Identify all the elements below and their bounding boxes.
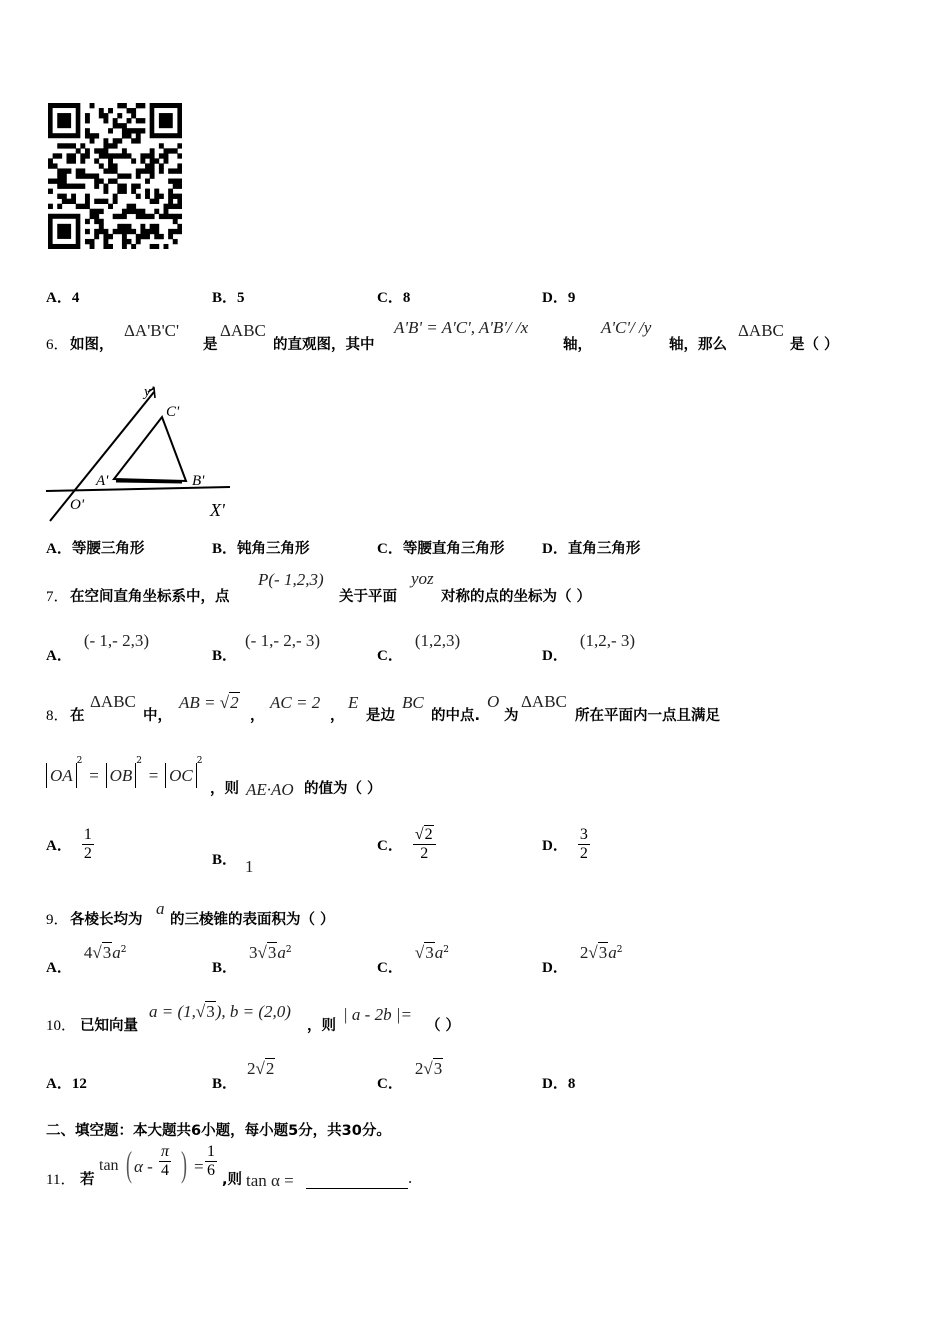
q9-math-1: a bbox=[156, 899, 165, 918]
q11-eq: = bbox=[194, 1157, 204, 1176]
triangle-abc bbox=[114, 417, 186, 481]
q6-text-6: 是（ ） bbox=[790, 337, 839, 353]
option-text: 5 bbox=[237, 290, 245, 306]
exponent: 2 bbox=[285, 945, 292, 955]
option-letter: A． bbox=[46, 838, 72, 854]
q10-text-1: 已知向量 bbox=[80, 1018, 138, 1034]
q8-math-7: ΔABC bbox=[521, 692, 567, 711]
option-letter: D． bbox=[542, 1076, 568, 1092]
option-letter: A． bbox=[46, 648, 72, 664]
option-letter: D． bbox=[542, 648, 568, 664]
radicand: 2 bbox=[424, 826, 433, 843]
q8-text-6: 的中点. bbox=[431, 708, 481, 724]
vec-ob: OB bbox=[106, 763, 137, 788]
q10-option-a[interactable] bbox=[46, 1072, 87, 1093]
q9-text-2: 的三棱锥的表面积为（ ） bbox=[170, 912, 335, 928]
q7-text-3: 对称的点的坐标为（ ） bbox=[441, 589, 592, 605]
q9-text-1: 各棱长均为 bbox=[70, 912, 143, 928]
q7-math-2: yoz bbox=[411, 569, 434, 588]
math-text: ), b = (2,0) bbox=[215, 1002, 291, 1021]
q10-number: 10． bbox=[46, 1018, 77, 1034]
numerator: π bbox=[161, 1143, 170, 1160]
q9-option-a[interactable]: A．$4√3a^2$ bbox=[46, 943, 127, 976]
q7-text-1: 在空间直角坐标系中，点 bbox=[70, 589, 230, 605]
q11-pi-over-4 bbox=[159, 1143, 171, 1180]
q8-math-9: AE·AO bbox=[246, 780, 294, 799]
option-letter: C． bbox=[377, 648, 403, 664]
label-b: B' bbox=[192, 473, 205, 489]
q6-math-3: A'B' = A'C', A'B'/ /x bbox=[394, 318, 529, 337]
exponent: 2 bbox=[616, 945, 623, 955]
option-text: 8 bbox=[402, 290, 411, 306]
option-text: 9 bbox=[567, 290, 576, 306]
numerator: 1 bbox=[83, 826, 92, 843]
q11-tan: tan bbox=[99, 1157, 119, 1174]
option-letter: B． bbox=[212, 648, 238, 664]
q6-option-d[interactable] bbox=[542, 537, 640, 558]
option-letter: C． bbox=[377, 960, 403, 976]
q6-text-3: 的直观图，其中 bbox=[273, 337, 375, 353]
option-text: 钝角三角形 bbox=[237, 541, 310, 557]
q9-option-b[interactable]: B．$3√3a^2$ bbox=[212, 943, 292, 976]
q8-text-8: 所在平面内一点且满足 bbox=[575, 708, 720, 724]
q11-text-1: 若 bbox=[80, 1172, 95, 1188]
coef: 2 bbox=[579, 943, 589, 962]
option-letter: B． bbox=[212, 852, 238, 868]
q8-option-d[interactable] bbox=[542, 826, 590, 863]
q6-math-1: ΔA'B'C' bbox=[124, 321, 180, 340]
q9-option-c[interactable]: C．$√3a^2$ bbox=[377, 943, 449, 976]
radicand: 3 bbox=[433, 1059, 443, 1078]
q10-option-b[interactable]: B．2√2 bbox=[212, 1059, 275, 1092]
q8-text-1: 在 bbox=[70, 708, 85, 724]
variable: a bbox=[112, 943, 121, 962]
q8-text-3: ， bbox=[250, 708, 265, 724]
option-letter: C． bbox=[377, 541, 403, 557]
paren-left: ( bbox=[126, 1144, 132, 1184]
radicand: 3 bbox=[267, 943, 277, 962]
coef: 4 bbox=[83, 943, 93, 962]
option-letter: A． bbox=[46, 960, 72, 976]
option-letter: D． bbox=[542, 541, 568, 557]
option-text: 直角三角形 bbox=[567, 541, 641, 557]
q8-text-4: ， bbox=[330, 708, 345, 724]
math-text: a = (1, bbox=[149, 1002, 196, 1021]
option-letter: C． bbox=[377, 1076, 403, 1092]
option-math: (- 1,- 2,3) bbox=[83, 631, 149, 650]
numerator: 3 bbox=[579, 826, 588, 843]
q8-option-b[interactable] bbox=[212, 848, 254, 876]
q5-option-a[interactable] bbox=[46, 286, 79, 307]
q8-math-4: E bbox=[348, 693, 359, 712]
q11-number: 11． bbox=[46, 1172, 76, 1188]
exponent: 2 bbox=[196, 756, 203, 766]
vec-oa: OA bbox=[46, 763, 77, 788]
q8-number: 8． bbox=[46, 708, 69, 724]
radicand: 3 bbox=[102, 943, 112, 962]
variable: a bbox=[277, 943, 286, 962]
q6-number: 6． bbox=[46, 337, 69, 353]
option-math: (- 1,- 2,- 3) bbox=[245, 631, 321, 650]
radicand: 2 bbox=[265, 1059, 275, 1078]
option-letter: B． bbox=[212, 290, 238, 306]
option-letter: C． bbox=[377, 838, 403, 854]
q11-period: . bbox=[408, 1168, 413, 1187]
q8-option-a[interactable] bbox=[46, 826, 94, 863]
q7-option-a[interactable] bbox=[46, 630, 149, 664]
q9-option-d[interactable]: D．$2√3a^2$ bbox=[542, 943, 623, 976]
radicand: 3 bbox=[206, 1002, 215, 1021]
q6-text-1: 如图， bbox=[70, 337, 114, 353]
q5-option-b[interactable] bbox=[212, 286, 245, 307]
q6-option-a[interactable] bbox=[46, 537, 144, 558]
exponent: 2 bbox=[443, 945, 449, 955]
q8-math-5: BC bbox=[402, 693, 424, 712]
option-text: 8 bbox=[567, 1076, 576, 1092]
label-c: C' bbox=[166, 404, 180, 420]
q11-alpha-minus: α - bbox=[134, 1157, 153, 1176]
q6-text-4: 轴， bbox=[563, 337, 592, 353]
q10-option-d[interactable] bbox=[542, 1072, 575, 1093]
q10-text-3: （ ） bbox=[426, 1018, 461, 1034]
q8-text-5: 是边 bbox=[366, 708, 395, 724]
q8-option-c[interactable] bbox=[377, 826, 436, 863]
math-text: AB = bbox=[179, 693, 216, 712]
option-letter: B． bbox=[212, 960, 238, 976]
label-a: A' bbox=[96, 473, 109, 489]
option-text: 等腰三角形 bbox=[71, 541, 145, 557]
q8-math-2: AB = √2 bbox=[179, 693, 239, 712]
option-letter: A． bbox=[46, 1076, 72, 1092]
option-text: 等腰直角三角形 bbox=[402, 541, 505, 557]
numerator: 1 bbox=[207, 1143, 215, 1160]
q8-math-6: O bbox=[487, 692, 500, 711]
fraction bbox=[578, 826, 590, 863]
q10-option-c[interactable]: C．2√3 bbox=[377, 1059, 443, 1092]
exponent: 2 bbox=[136, 756, 142, 766]
option-letter: D． bbox=[542, 960, 568, 976]
radicand: 3 bbox=[425, 943, 434, 962]
option-letter: D． bbox=[542, 290, 568, 306]
q10-math-2: | a - 2b |= bbox=[343, 1005, 412, 1024]
q8-text-7: 为 bbox=[504, 708, 519, 724]
numerator: √2 bbox=[413, 826, 436, 845]
q11-math-2: tan α = bbox=[246, 1171, 294, 1190]
option-text: 1 bbox=[245, 857, 254, 876]
fraction bbox=[82, 826, 94, 863]
coef: 2 bbox=[247, 1059, 256, 1078]
q8-condition: $OA^2 = OB^2 = OC^2$ bbox=[46, 766, 202, 786]
q7-option-c[interactable] bbox=[377, 630, 461, 664]
q6-math-5: ΔABC bbox=[738, 321, 784, 340]
radicand: 2 bbox=[230, 693, 239, 712]
q6-option-b[interactable] bbox=[212, 537, 310, 558]
option-text: 4 bbox=[71, 290, 80, 306]
q11-text-2: ,则 bbox=[222, 1172, 243, 1188]
denominator: 2 bbox=[420, 845, 429, 862]
exponent: 2 bbox=[120, 945, 127, 955]
q7-text-2: 关于平面 bbox=[339, 589, 397, 605]
q7-option-b[interactable] bbox=[212, 630, 321, 664]
q8-math-3: AC = 2 bbox=[270, 693, 321, 712]
option-letter: C． bbox=[377, 290, 403, 306]
q10-math-1: a = (1,√3), b = (2,0) bbox=[149, 1002, 291, 1021]
coef: 2 bbox=[414, 1059, 424, 1078]
option-letter: A． bbox=[46, 541, 72, 557]
q6-math-4: A'C'/ /y bbox=[601, 318, 652, 337]
label-o: O' bbox=[70, 497, 85, 513]
q6-text-5: 轴，那么 bbox=[669, 337, 727, 353]
q8-text-9: ，则 bbox=[210, 781, 239, 797]
section-2-heading: 二、填空题：本大题共6小题，每小题5分，共30分。 bbox=[46, 1123, 391, 1139]
q5-option-d[interactable] bbox=[542, 286, 575, 307]
q6-figure bbox=[44, 378, 240, 526]
q7-math-1: P(- 1,2,3) bbox=[258, 570, 324, 589]
y-axis bbox=[50, 392, 154, 521]
q7-option-d[interactable] bbox=[542, 630, 636, 664]
variable: a bbox=[434, 943, 444, 962]
label-y: y' bbox=[144, 384, 154, 400]
option-letter: B． bbox=[212, 541, 238, 557]
q11-one-sixth bbox=[205, 1143, 217, 1180]
variable: a bbox=[608, 943, 617, 962]
q8-text-10: 的值为（ ） bbox=[304, 781, 382, 797]
vec-oc: OC bbox=[165, 763, 197, 788]
q7-number: 7． bbox=[46, 589, 69, 605]
denominator: 4 bbox=[161, 1162, 169, 1179]
radicand: 3 bbox=[598, 943, 608, 962]
option-letter: D． bbox=[542, 838, 568, 854]
coef: 3 bbox=[249, 943, 258, 962]
q9-number: 9． bbox=[46, 912, 69, 928]
q8-text-2: 中， bbox=[143, 708, 172, 724]
q6-option-c[interactable] bbox=[377, 537, 504, 558]
denominator: 2 bbox=[83, 845, 92, 862]
q6-text-2: 是 bbox=[203, 337, 218, 353]
exponent: 2 bbox=[76, 756, 83, 766]
denominator: 6 bbox=[207, 1162, 215, 1179]
denominator: 2 bbox=[579, 845, 588, 862]
q6-math-2: ΔABC bbox=[220, 321, 266, 340]
paren-right: ) bbox=[181, 1144, 187, 1184]
qr-code bbox=[48, 103, 182, 249]
q5-option-c[interactable] bbox=[377, 286, 410, 307]
q11-answer-blank[interactable] bbox=[306, 1178, 408, 1196]
q10-text-2: ，则 bbox=[307, 1018, 336, 1034]
fraction bbox=[413, 826, 436, 863]
label-x: X' bbox=[210, 500, 225, 520]
option-letter: B． bbox=[212, 1076, 238, 1092]
option-text: 12 bbox=[71, 1076, 87, 1092]
option-letter: A． bbox=[46, 290, 72, 306]
option-math: (1,2,- 3) bbox=[579, 631, 636, 650]
option-math: (1,2,3) bbox=[414, 631, 461, 650]
q8-math-1: ΔABC bbox=[90, 692, 136, 711]
